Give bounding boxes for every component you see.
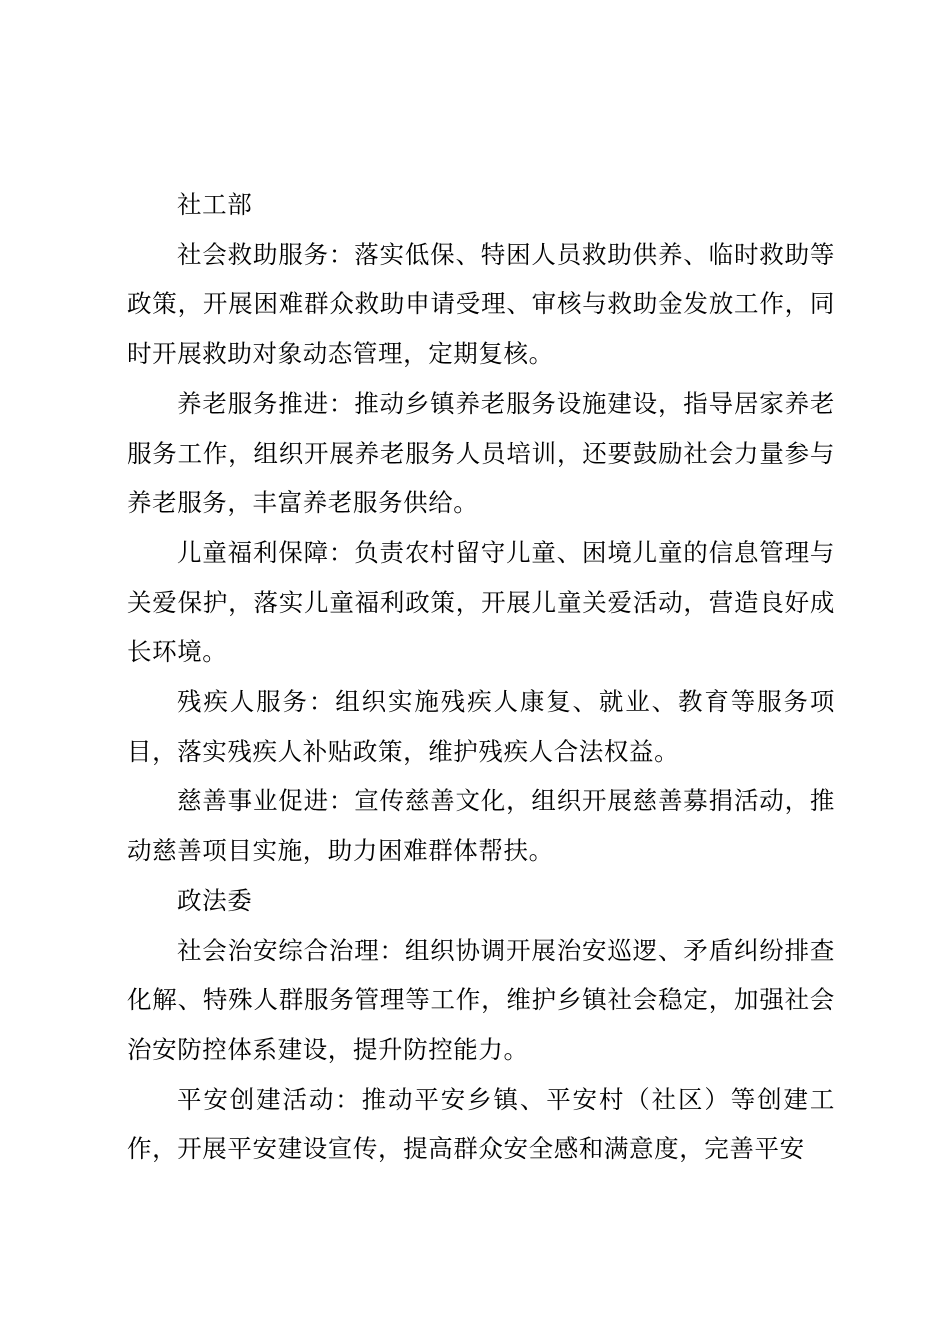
paragraph-charity: 慈善事业促进：宣传慈善文化，组织开展慈善募捐活动，推动慈善项目实施，助力困难群体帮扶。 xyxy=(127,786,835,866)
paragraph-safety-campaign: 平安创建活动：推动平安乡镇、平安村（社区）等创建工作，开展平安建设宣传，提高群众安全感和满意度，完善平安 xyxy=(127,1084,835,1164)
document-body xyxy=(127,180,835,1174)
paragraph-disability-services: 残疾人服务：组织实施残疾人康复、就业、教育等服务项目，落实残疾人补贴政策，维护残疾人合法权益。 xyxy=(127,687,835,766)
paragraph-child-welfare: 儿童福利保障：负责农村留守儿童、困境儿童的信息管理与关爱保护，落实儿童福利政策，开展儿童关爱活动，营造良好成长环境。 xyxy=(127,537,835,667)
paragraph-elderly-care: 养老服务推进：推动乡镇养老服务设施建设，指导居家养老服务工作，组织开展养老服务人员培训，还要鼓励社会力量参与养老服务，丰富养老服务供给。 xyxy=(127,388,835,518)
paragraph-public-security: 社会治安综合治理：组织协调开展治安巡逻、矛盾纠纷排查化解、特殊人群服务管理等工作，维护乡镇社会稳定，加强社会治安防控体系建设，提升防控能力。 xyxy=(127,935,835,1064)
paragraph-social-assistance: 社会救助服务：落实低保、特困人员救助供养、临时救助等政策，开展困难群众救助申请受理、审核与救助金发放工作，同时开展救助对象动态管理，定期复核。 xyxy=(127,239,835,369)
section-heading-shegongbu: 社工部 xyxy=(177,190,253,219)
section-heading-zhengfawei: 政法委 xyxy=(177,885,253,915)
